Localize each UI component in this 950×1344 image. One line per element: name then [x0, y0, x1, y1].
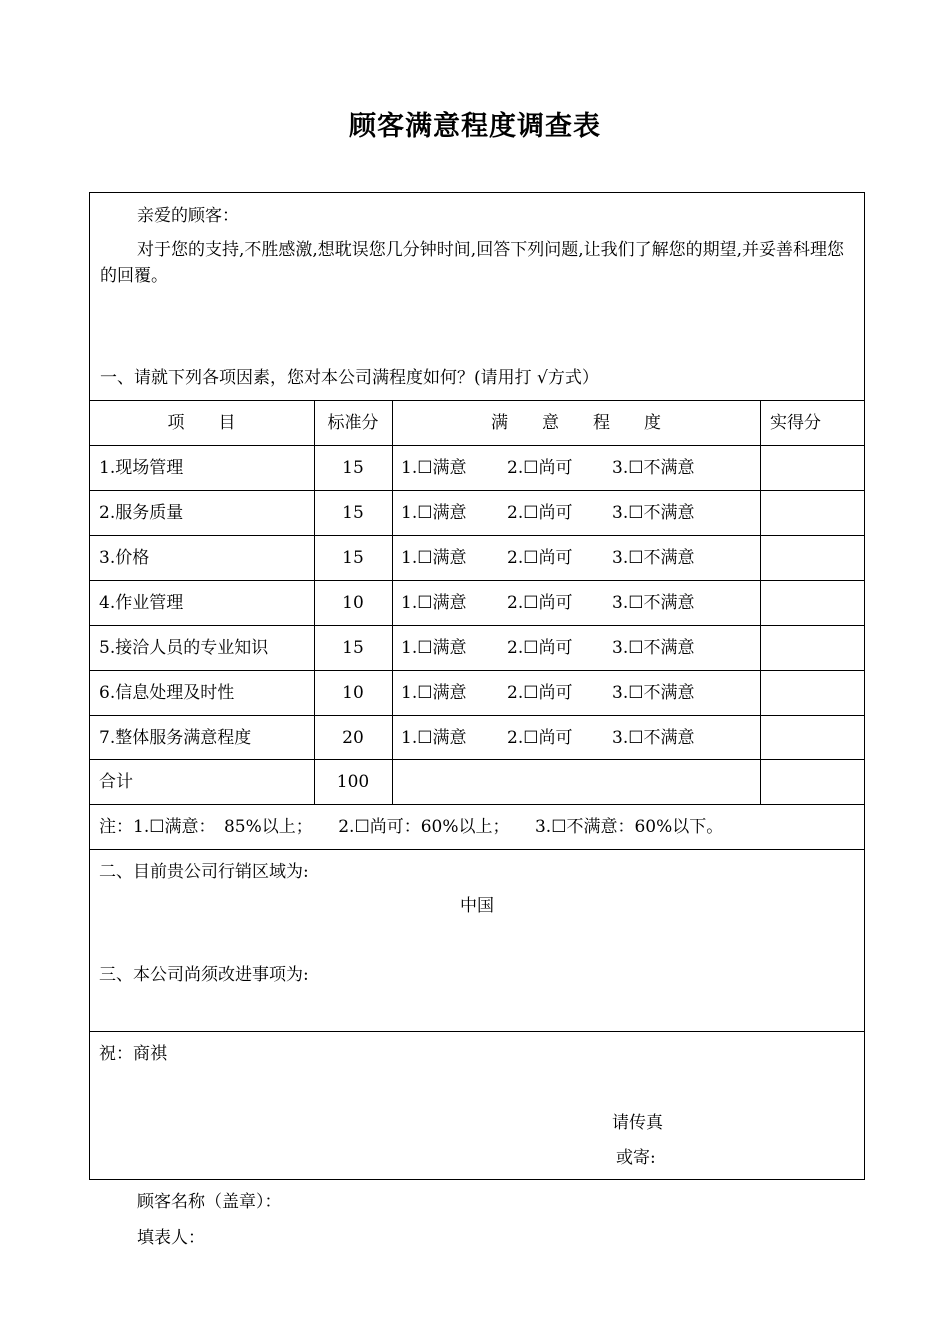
- header-standard-score: 标准分: [327, 413, 379, 433]
- option-acceptable[interactable]: 2.☐尚可: [507, 683, 573, 703]
- rule-total: [89, 804, 865, 805]
- rule-header-bottom: [89, 445, 865, 446]
- col-rule-3: [760, 400, 761, 804]
- rule-row-6: [89, 715, 865, 716]
- section-2-heading: 二、目前贵公司行销区域为:: [99, 862, 309, 882]
- option-satisfied[interactable]: 1.☐满意: [401, 638, 467, 658]
- customer-name-label: 顾客名称（盖章）：: [137, 1192, 282, 1212]
- rule-table-top: [89, 400, 865, 401]
- rule-row-1: [89, 490, 865, 491]
- option-unsatisfied[interactable]: 3.☐不满意: [612, 683, 695, 703]
- rule-note: [89, 849, 865, 850]
- option-acceptable[interactable]: 2.☐尚可: [507, 638, 573, 658]
- option-satisfied[interactable]: 1.☐满意: [401, 548, 467, 568]
- option-unsatisfied[interactable]: 3.☐不满意: [612, 728, 695, 748]
- fax-label: 请传真: [612, 1113, 663, 1133]
- row-item: 5.接洽人员的专业知识: [99, 638, 269, 658]
- row-standard-score: 15: [342, 548, 364, 568]
- row-item: 4.作业管理: [99, 593, 184, 613]
- option-acceptable[interactable]: 2.☐尚可: [507, 728, 573, 748]
- rule-section3: [89, 1031, 865, 1032]
- option-satisfied[interactable]: 1.☐满意: [401, 503, 467, 523]
- option-satisfied[interactable]: 1.☐满意: [401, 683, 467, 703]
- row-item: 6.信息处理及时性: [99, 683, 235, 703]
- rule-row-5: [89, 670, 865, 671]
- header-item: 项 目: [167, 413, 236, 433]
- survey-form: [89, 192, 865, 1180]
- col-rule-2: [392, 400, 393, 804]
- greeting: 亲爱的顾客：: [137, 206, 239, 226]
- option-unsatisfied[interactable]: 3.☐不满意: [612, 458, 695, 478]
- option-satisfied[interactable]: 1.☐满意: [401, 728, 467, 748]
- option-acceptable[interactable]: 2.☐尚可: [507, 458, 573, 478]
- sales-region-value: 中国: [460, 896, 494, 916]
- rule-row-7: [89, 759, 865, 760]
- total-label: 合计: [99, 772, 133, 792]
- option-unsatisfied[interactable]: 3.☐不满意: [612, 548, 695, 568]
- option-satisfied[interactable]: 1.☐满意: [401, 458, 467, 478]
- row-item: 2.服务质量: [99, 503, 184, 523]
- header-satisfaction: 满 意 程 度: [491, 413, 661, 433]
- option-acceptable[interactable]: 2.☐尚可: [507, 503, 573, 523]
- option-acceptable[interactable]: 2.☐尚可: [507, 548, 573, 568]
- option-unsatisfied[interactable]: 3.☐不满意: [612, 503, 695, 523]
- border-top: [89, 192, 865, 193]
- rule-row-4: [89, 625, 865, 626]
- row-standard-score: 10: [342, 593, 364, 613]
- option-satisfied[interactable]: 1.☐满意: [401, 593, 467, 613]
- option-acceptable[interactable]: 2.☐尚可: [507, 593, 573, 613]
- row-standard-score: 15: [342, 638, 364, 658]
- row-standard-score: 20: [342, 728, 364, 748]
- row-item: 7.整体服务满意程度: [99, 728, 252, 748]
- filler-label: 填表人：: [137, 1228, 205, 1248]
- mail-label: 或寄:: [616, 1148, 656, 1168]
- row-standard-score: 10: [342, 683, 364, 703]
- option-unsatisfied[interactable]: 3.☐不满意: [612, 638, 695, 658]
- header-actual-score: 实得分: [770, 413, 821, 433]
- rule-row-3: [89, 580, 865, 581]
- option-unsatisfied[interactable]: 3.☐不满意: [612, 593, 695, 613]
- rule-row-2: [89, 535, 865, 536]
- section-1-heading: 一、请就下列各项因素，您对本公司满程度如何？(请用打 √方式）: [100, 368, 599, 388]
- row-standard-score: 15: [342, 503, 364, 523]
- scoring-note: 注：1.☐满意： 85%以上； 2.☐尚可：60%以上； 3.☐不满意：60%以下。: [99, 817, 724, 837]
- border-bottom: [89, 1179, 865, 1180]
- row-item: 3.价格: [99, 548, 150, 568]
- closing-wish: 祝：商祺: [99, 1044, 167, 1064]
- row-item: 1.现场管理: [99, 458, 184, 478]
- page-title: 顾客满意程度调查表: [349, 111, 601, 142]
- section-3-heading: 三、本公司尚须改进事项为:: [99, 965, 309, 985]
- row-standard-score: 15: [342, 458, 364, 478]
- intro-paragraph: 对于您的支持,不胜感激,想耽误您几分钟时间,回答下列问题,让我们了解您的期望,并妥善科理您的回覆。: [100, 240, 845, 286]
- total-standard-score: 100: [336, 772, 370, 792]
